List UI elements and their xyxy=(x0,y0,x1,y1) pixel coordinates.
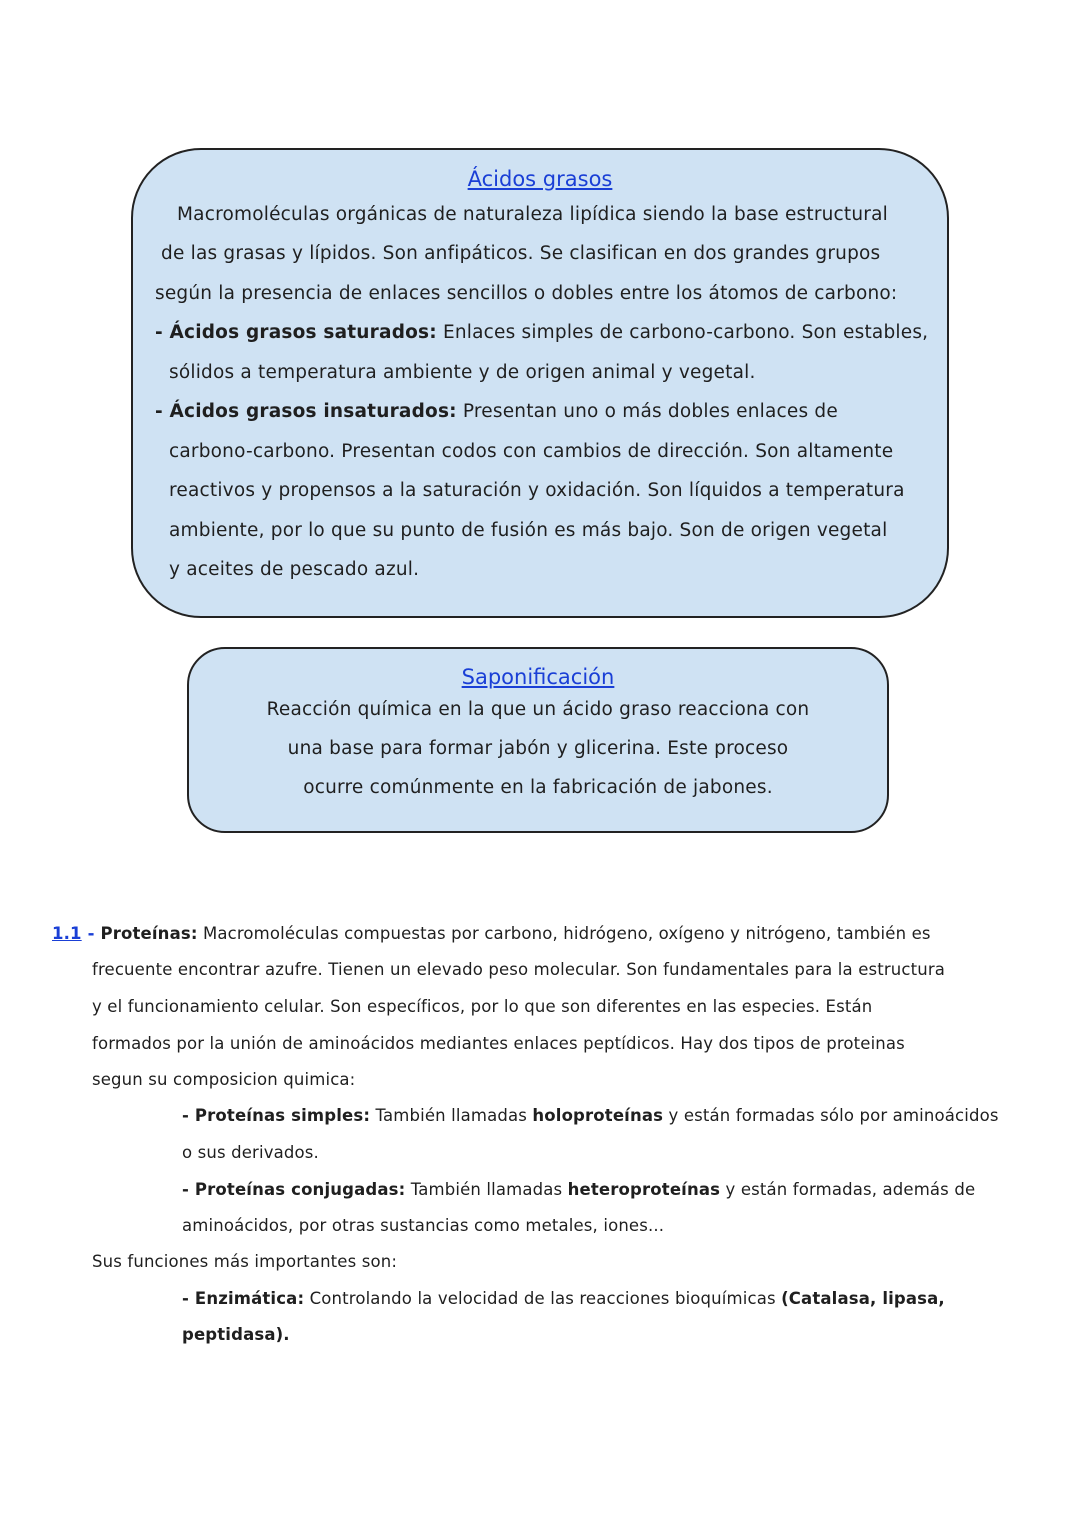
saponificacion-box xyxy=(187,647,889,833)
enzimatica-bold: (Catalasa, lipasa, xyxy=(781,1289,945,1308)
section-number: 1.1 xyxy=(52,924,82,943)
insaturados-cont: ambiente, por lo que su punto de fusión es más bajo. Son de origen vegetal xyxy=(169,520,888,541)
conjugadas-label: - Proteínas conjugadas: xyxy=(182,1180,406,1199)
simples-pre: También llamadas xyxy=(370,1106,533,1125)
enzimatica-text: Controlando la velocidad de las reacciones bioquímicas xyxy=(304,1289,782,1308)
acidos-intro-line: de las grasas y lípidos. Son anfipáticos. Se clasifican en dos grandes grupos xyxy=(161,243,881,264)
proteinas-text: Macromoléculas compuestas por carbono, hidrógeno, oxígeno y nitrógeno, también es xyxy=(197,924,931,943)
acidos-grasos-box xyxy=(131,148,949,618)
conjugadas-post: y están formadas, además de xyxy=(720,1180,976,1199)
acidos-intro-line: Macromoléculas orgánicas de naturaleza lipídica siendo la base estructural xyxy=(177,204,888,225)
enzimatica-cont: peptidasa). xyxy=(182,1325,290,1344)
proteinas-line: y el funcionamiento celular. Son específicos, por lo que son diferentes en las especies. Están xyxy=(92,997,873,1016)
enzimatica-item xyxy=(182,1289,945,1308)
saponificacion-line: ocurre comúnmente en la fabricación de jabones. xyxy=(303,777,773,798)
enzimatica-label: - Enzimática: xyxy=(182,1289,305,1308)
simples-post: y están formadas sólo por aminoácidos xyxy=(663,1106,999,1125)
simples-label: - Proteínas simples: xyxy=(182,1106,371,1125)
simples-bold: holoproteínas xyxy=(532,1106,664,1125)
saturados-cont: sólidos a temperatura ambiente y de origen animal y vegetal. xyxy=(169,362,756,383)
insaturados-cont: y aceites de pescado azul. xyxy=(169,559,420,580)
saponificacion-title: Saponificación xyxy=(461,665,615,689)
proteinas-label: Proteínas: xyxy=(100,924,198,943)
saponificacion-line: una base para formar jabón y glicerina. Este proceso xyxy=(287,738,789,759)
acidos-intro-line: según la presencia de enlaces sencillos o dobles entre los átomos de carbono: xyxy=(155,283,898,304)
proteinas-heading-line xyxy=(52,924,931,943)
proteinas-conjugadas-item xyxy=(182,1180,975,1199)
insaturados-text: Presentan uno o más dobles enlaces de xyxy=(456,401,838,422)
conjugadas-cont: aminoácidos, por otras sustancias como metales, iones... xyxy=(182,1216,665,1235)
section-dash: - xyxy=(81,924,101,943)
insaturados-label: - Ácidos grasos insaturados: xyxy=(155,401,457,422)
saturados-item xyxy=(155,322,928,343)
conjugadas-bold: heteroproteínas xyxy=(567,1180,721,1199)
proteinas-line: segun su composicion quimica: xyxy=(92,1070,356,1089)
proteinas-line: formados por la unión de aminoácidos mediantes enlaces peptídicos. Hay dos tipos de proteinas xyxy=(92,1034,905,1053)
acidos-grasos-title: Ácidos grasos xyxy=(467,167,613,191)
saturados-text: Enlaces simples de carbono-carbono. Son estables, xyxy=(436,322,929,343)
insaturados-cont: carbono-carbono. Presentan codos con cambios de dirección. Son altamente xyxy=(169,441,894,462)
saturados-label: - Ácidos grasos saturados: xyxy=(155,322,437,343)
proteinas-line: frecuente encontrar azufre. Tienen un elevado peso molecular. Son fundamentales para la estructura xyxy=(92,960,946,979)
insaturados-cont: reactivos y propensos a la saturación y oxidación. Son líquidos a temperatura xyxy=(169,480,905,501)
insaturados-item xyxy=(155,401,838,422)
conjugadas-pre: También llamadas xyxy=(405,1180,568,1199)
funciones-intro: Sus funciones más importantes son: xyxy=(92,1252,398,1271)
saponificacion-line: Reacción química en la que un ácido graso reacciona con xyxy=(266,699,810,720)
proteinas-simples-item xyxy=(182,1106,999,1125)
simples-cont: o sus derivados. xyxy=(182,1143,319,1162)
